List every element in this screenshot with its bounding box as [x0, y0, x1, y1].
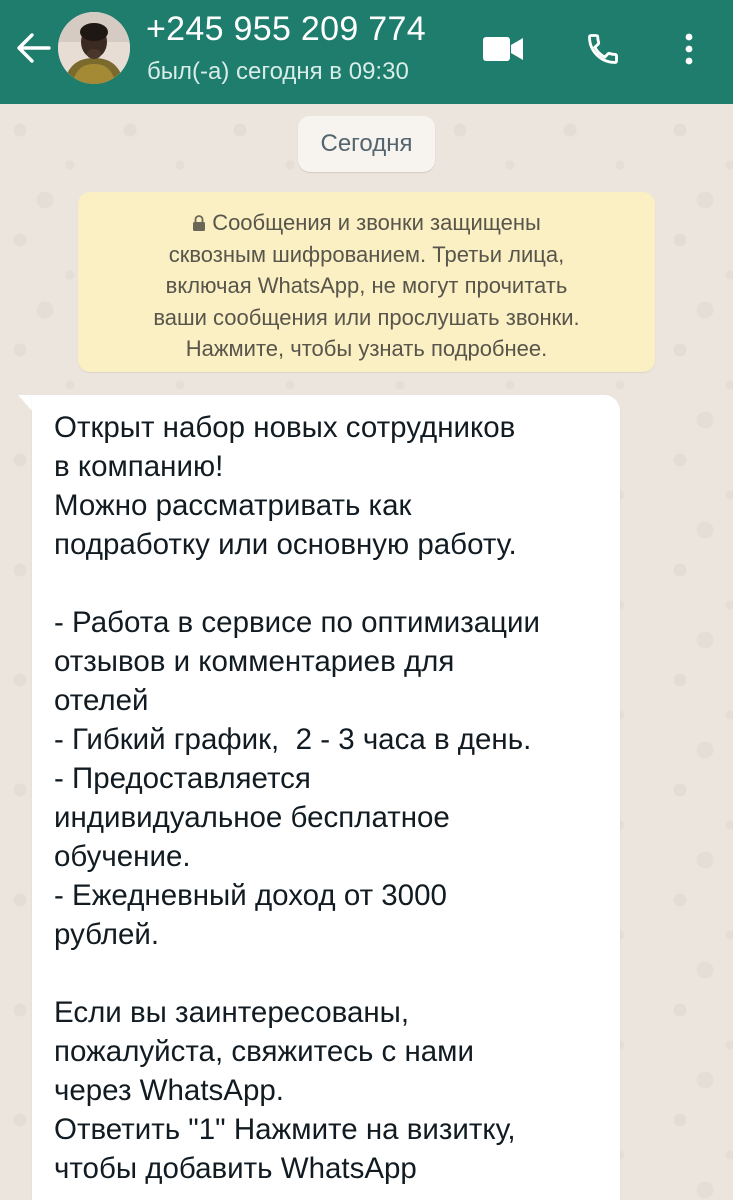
back-arrow-icon — [15, 31, 53, 65]
chat-header — [0, 0, 733, 104]
message-line: отелей — [54, 684, 149, 717]
video-call-icon — [482, 35, 524, 63]
message-line: обучение. — [54, 840, 191, 873]
message-line: - Ежедневный доход от 3000 — [54, 879, 447, 912]
message-line — [54, 954, 614, 993]
encryption-notice-line: сквозным шифрованием. Третьи лица, — [168, 241, 565, 267]
more-vert-icon — [683, 32, 695, 66]
encryption-notice-line: включая WhatsApp, не могут прочитать — [165, 273, 568, 298]
avatar[interactable] — [58, 12, 130, 84]
message-line: Если вы заинтересованы, — [54, 996, 410, 1029]
contact-name[interactable]: +245 955 209 774 — [146, 10, 426, 48]
phone-icon — [585, 31, 621, 67]
message-line: отзывов и комментариев для — [54, 645, 455, 678]
message-line: подработку или основную работу. — [54, 528, 517, 561]
date-chip: Сегодня — [298, 116, 435, 172]
encryption-notice-text: Сообщения и звонки защищены — [212, 210, 541, 235]
message-line: в компанию! — [54, 450, 224, 483]
message-line: рублей. — [54, 918, 160, 951]
more-options-button[interactable] — [664, 24, 714, 74]
message-line: чтобы добавить WhatsApp — [54, 1152, 417, 1185]
message-line: - Гибкий график, 2 - 3 часа в день. — [54, 723, 532, 756]
message-line: Ответить "1" Нажмите на визитку, — [54, 1113, 516, 1146]
message-text — [54, 408, 614, 1188]
message-line: через WhatsApp. — [54, 1074, 284, 1107]
message-line: - Работа в сервисе по оптимизации — [54, 606, 540, 639]
message-line: Открыт набор новых сотрудников — [54, 411, 516, 444]
last-seen-status: был(-а) сегодня в 09:30 — [147, 58, 409, 85]
message-line: индивидуальное бесплатное — [54, 801, 450, 834]
message-line: - Предоставляется — [54, 762, 311, 795]
encryption-notice[interactable] — [78, 192, 655, 372]
encryption-notice-learn-more[interactable]: Нажмите, чтобы узнать подробнее. — [185, 336, 548, 361]
encryption-notice-line: ваши сообщения или прослушать звонки. — [153, 304, 580, 330]
encryption-notice-line — [100, 207, 633, 239]
back-button[interactable] — [10, 26, 58, 70]
video-call-button[interactable] — [478, 24, 528, 74]
voice-call-button[interactable] — [578, 24, 628, 74]
lock-icon — [192, 214, 206, 232]
message-line: Можно рассматривать как — [54, 489, 412, 522]
contact-photo — [58, 12, 130, 84]
message-line: пожалуйста, свяжитесь с нами — [54, 1035, 474, 1068]
message-line — [54, 564, 614, 603]
